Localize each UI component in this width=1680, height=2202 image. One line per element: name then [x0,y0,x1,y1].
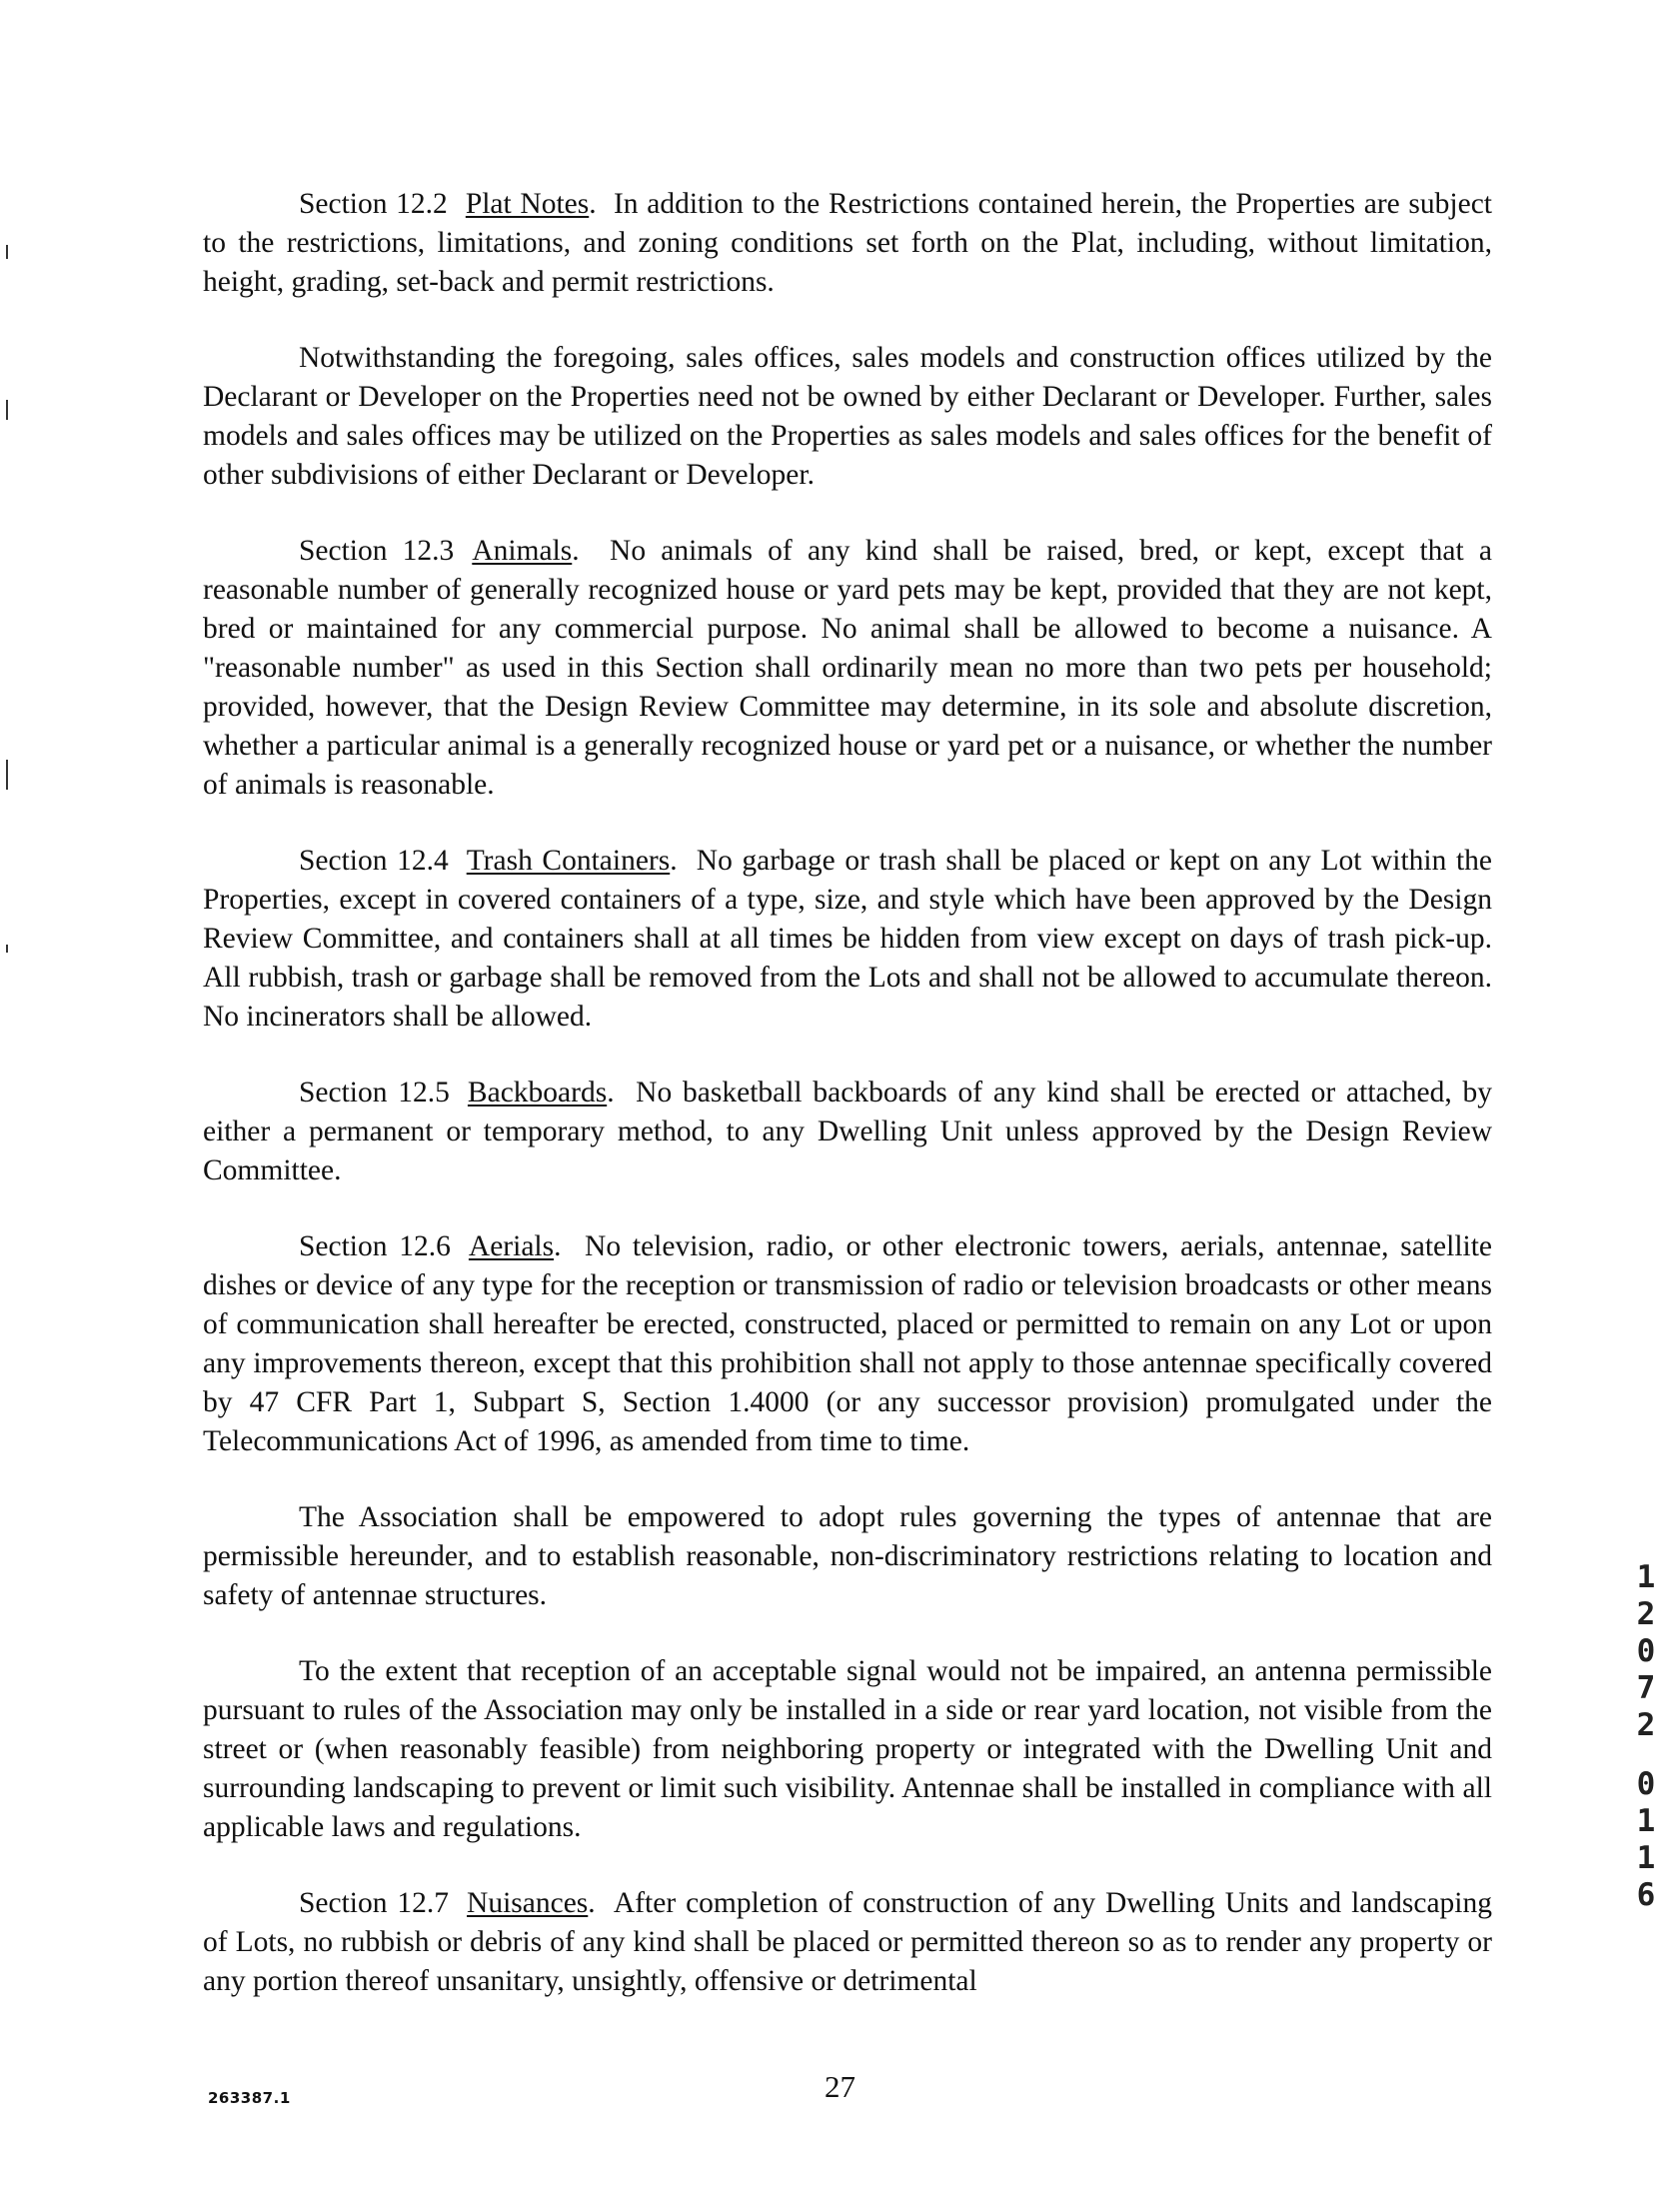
stamp-digit: 2 [1636,1596,1656,1632]
scan-margin-mark [6,760,8,790]
paragraph-antenna-rules [203,1498,1492,1615]
paragraph-section-12-3: Section 12.3 Animals. No animals of any kind shall be raised, bred, or kept, except that a reasonable number of generally recognized house or yard pets may be kept, provided that they are not kept, bred or maintained for any commercial purpose. No animal shall be allowed to become a nuisance. A "reasonable number" as used in this Section shall ordinarily mean no more than two pets per household; provided, however, that the Design Review Committee may determine, in its sole and absolute discretion, whether a particular animal is a generally recognized house or yard pet or a nuisance, or whether the number of animals is reasonable. [203,535,1492,801]
stamp-digit: 7 [1636,1670,1656,1706]
paragraph-section-12-4: Section 12.4 Trash Containers. No garbage or trash shall be placed or kept on any Lot within the Properties, except in covered containers of a type, size, and style which have been approved by the Design Review Committee, and containers shall at all times be hidden from view except on days of trash pick-up. All rubbish, trash or garbage shall be removed from the Lots and shall not be allowed to accumulate thereon. No incinerators shall be allowed. [203,845,1492,1033]
scan-margin-mark [6,945,8,953]
scan-margin-mark [6,400,8,420]
section-number: Section 12.5 [299,1077,450,1108]
paragraph-sales-offices [203,339,1492,495]
paragraph-text: No basketball backboards of any kind shall be erected or attached, by either a permanent or temporary method, to any Dwelling Unit unless approved by the Design Review Committee. [203,1077,1492,1186]
paragraph-text: Notwithstanding the foregoing, sales offices, sales models and construction offices utilized by the Declarant or Developer on the Properties need not be owned by either Declarant or Developer. Further, sales models and sales offices may be utilized on the Properties as sales models and sales offices for the benefit of other subdivisions of either Declarant or Developer. [203,342,1492,491]
section-heading: Trash Containers [466,845,671,877]
paragraph-text: No garbage or trash shall be placed or kept on any Lot within the Properties, except in covered containers of a type, size, and style which have been approved by the Design Review Committee, and containers shall at all times be hidden from view except on days of trash pick-up. All rubbish, trash or garbage shall be removed from the Lots and shall not be allowed to accumulate thereon. No incinerators shall be allowed. [203,845,1492,1033]
stamp-digit: 0 [1636,1766,1656,1802]
paragraph-text: The Association shall be empowered to adopt rules governing the types of antennae that are permissible hereunder, and to establish reasonable, non-discriminatory restrictions relating to location and safety of antennae structures. [203,1501,1492,1611]
section-number: Section 12.2 [299,188,448,220]
paragraph-text: After completion of construction of any Dwelling Units and landscaping of Lots, no rubbish or debris of any kind shall be placed or permitted thereon so as to render any property or any portion thereof unsanitary, unsightly, offensive or detrimental [203,1887,1492,1997]
stamp-digit: 6 [1636,1877,1656,1913]
section-number: Section 12.4 [299,845,449,877]
section-heading: Aerials [468,1230,555,1262]
paragraph-text: In addition to the Restrictions contained herein, the Properties are subject to the restrictions, limitations, and zoning conditions set forth on the Plat, including, without limitation, height, grading, set-back and permit restrictions. [203,188,1492,298]
section-heading: Plat Notes [465,188,590,220]
paragraph-text: No television, radio, or other electronic towers, aerials, antennae, satellite dishes or device of any type for the reception or transmission of radio or television broadcasts or other means of communication shall hereafter be erected, constructed, placed or permitted to remain on any Lot or upon any improvements thereon, except that this prohibition shall not apply to those antennae specifically covered by 47 CFR Part 1, Subpart S, Section 1.4000 (or any successor provision) promulgated under the Telecommunications Act of 1996, as amended from time to time. [203,1230,1493,1457]
paragraph-section-12-2: Section 12.2 Plat Notes. In addition to the Restrictions contained herein, the Properties are subject to the restrictions, limitations, and zoning conditions set forth on the Plat, including, without limitation, height, grading, set-back and permit restrictions. [203,188,1492,298]
document-id: 263387.1 [208,2089,291,2107]
document-body [203,185,1492,2001]
section-heading: Backboards [467,1077,608,1108]
stamp-digit: 2 [1636,1707,1656,1743]
stamp-digit: 1 [1636,1803,1656,1839]
stamp-digit: 1 [1636,1559,1656,1595]
scan-margin-mark [6,245,8,259]
stamp-digit: 0 [1636,1633,1656,1669]
section-heading: Animals [472,535,573,567]
paragraph-text: To the extent that reception of an acceptable signal would not be impaired, an antenna permissible pursuant to rules of the Association may only be installed in a side or rear yard location, not visible from the street or (when reasonably feasible) from neighboring property or integrated with the Dwelling Unit and surrounding landscaping to prevent or limit such visibility. Antennae shall be installed in compliance with all applicable laws and regulations. [203,1655,1492,1843]
paragraph-text: No animals of any kind shall be raised, bred, or kept, except that a reasonable number of generally recognized house or yard pets may be kept, provided that they are not kept, bred or maintained for any commercial purpose. No animal shall be allowed to become a nuisance. A "reasonable number" as used in this Section shall ordinarily mean no more than two pets per household; provided, however, that the Design Review Committee may determine, in its sole and absolute discretion, whether a particular animal is a generally recognized house or yard pet or a nuisance, or whether the number of animals is reasonable. [203,535,1492,801]
paragraph-section-12-7: Section 12.7 Nuisances. After completion of construction of any Dwelling Units and landscaping of Lots, no rubbish or debris of any kind shall be placed or permitted thereon so as to render any property or any portion thereof unsanitary, unsightly, offensive or detrimental [203,1887,1492,1997]
stamp-digit: 1 [1636,1840,1656,1876]
section-number: Section 12.3 [299,535,455,567]
section-number: Section 12.7 [299,1887,450,1919]
section-number: Section 12.6 [299,1230,451,1262]
page-number: 27 [825,2069,855,2104]
paragraph-section-12-6: Section 12.6 Aerials. No television, radio, or other electronic towers, aerials, antennae, satellite dishes or device of any type for the reception or transmission of radio or television broadcasts or other means of communication shall hereafter be erected, constructed, placed or permitted to remain on any Lot or upon any improvements thereon, except that this prohibition shall not apply to those antennae specifically covered by 47 CFR Part 1, Subpart S, Section 1.4000 (or any successor provision) promulgated under the Telecommunications Act of 1996, as amended from time to time. [203,1230,1493,1457]
paragraph-section-12-5: Section 12.5 Backboards. No basketball backboards of any kind shall be erected or attached, by either a permanent or temporary method, to any Dwelling Unit unless approved by the Design Review Committee. [203,1077,1492,1186]
section-heading: Nuisances [467,1887,589,1919]
paragraph-antenna-placement [203,1652,1492,1847]
margin-document-number-stamp [1631,1559,1661,1914]
